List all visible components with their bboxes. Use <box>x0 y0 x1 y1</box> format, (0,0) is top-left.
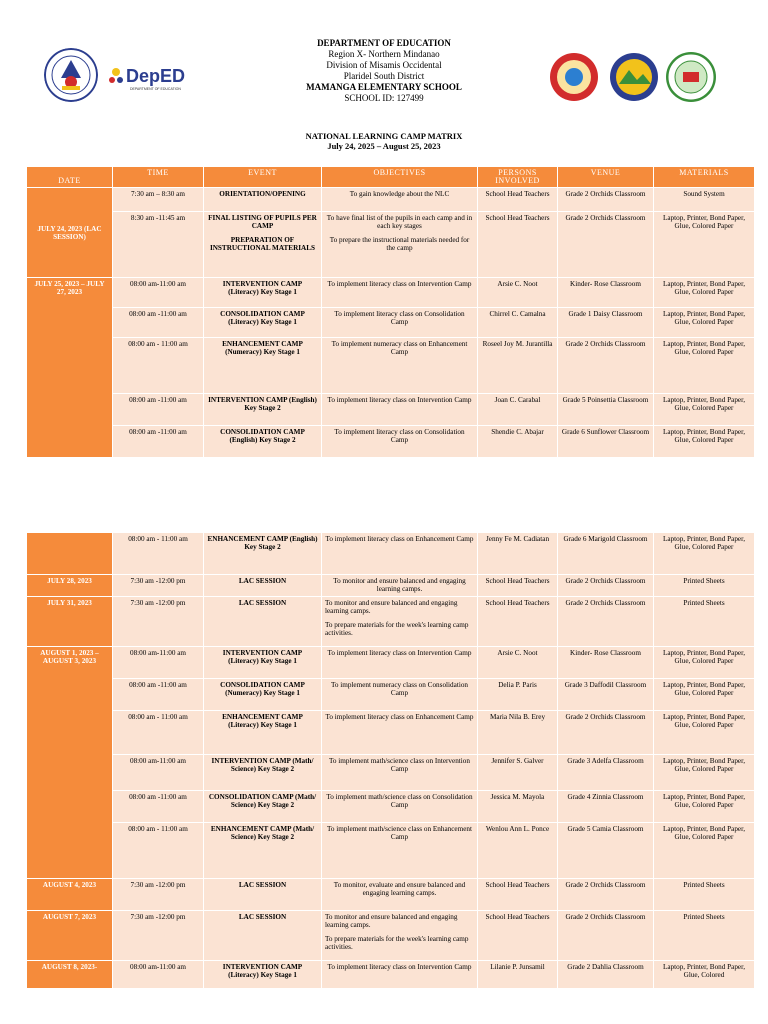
matrix-title-dates: July 24, 2025 – August 25, 2023 <box>327 141 441 151</box>
date-cell: AUGUST 7, 2023 <box>27 911 113 961</box>
materials-cell: Laptop, Printer, Bond Paper, Glue, Colored Paper <box>654 679 755 711</box>
event-cell: ENHANCEMENT CAMP (Literacy) Key Stage 1 <box>204 711 322 755</box>
time-cell: 08:00 am-11:00 am <box>113 961 204 989</box>
persons-cell: Shendie C. Abajar <box>478 426 558 458</box>
deped-logo-subtext: DEPARTMENT OF EDUCATION <box>130 87 181 91</box>
table-row <box>27 791 755 823</box>
event-cell: INTERVENTION CAMP (Literacy) Key Stage 1 <box>204 278 322 308</box>
objective-cell <box>322 597 478 647</box>
materials-cell: Printed Sheets <box>654 879 755 911</box>
table-row <box>27 597 755 647</box>
venue-cell: Grade 2 Orchids Classroom <box>558 212 654 278</box>
materials-cell: Laptop, Printer, Bond Paper, Glue, Colored Paper <box>654 711 755 755</box>
school-logo <box>666 52 716 102</box>
time-cell: 08:00 am-11:00 am <box>113 755 204 791</box>
division-logo <box>609 52 659 102</box>
venue-cell: Grade 3 Daffodil Classroom <box>558 679 654 711</box>
deped-logo-text: DepED <box>126 66 186 86</box>
event-line: PREPARATION OF INSTRUCTIONAL MATERIALS <box>209 236 316 252</box>
objective-line: To monitor and ensure balanced and engaging learning camps. <box>325 913 458 929</box>
col-materials: MATERIALS <box>654 167 755 188</box>
objective-cell: To implement literacy class on Enhancement Camp <box>322 533 478 575</box>
event-cell: INTERVENTION CAMP (English) Key Stage 2 <box>204 394 322 426</box>
table-row <box>27 879 755 911</box>
persons-cell: School Head Teachers <box>478 575 558 597</box>
venue-cell: Grade 5 Poinsettia Classroom <box>558 394 654 426</box>
objective-cell: To implement literacy class on Intervention Camp <box>322 394 478 426</box>
objective-cell: To implement literacy class on Intervention Camp <box>322 278 478 308</box>
materials-cell: Laptop, Printer, Bond Paper, Glue, Colored Paper <box>654 278 755 308</box>
time-cell: 08:00 am-11:00 am <box>113 647 204 679</box>
venue-cell: Kinder- Rose Classroom <box>558 278 654 308</box>
objective-cell: To monitor, evaluate and ensure balanced and engaging learning camps. <box>322 879 478 911</box>
date-cell: JULY 24, 2023 (LAC SESSION) <box>27 188 113 278</box>
persons-cell: School Head Teachers <box>478 188 558 212</box>
table-row <box>27 212 755 278</box>
event-cell: ORIENTATION/OPENING <box>204 188 322 212</box>
time-cell: 08:00 am -11:00 am <box>113 308 204 338</box>
objective-cell: To implement literacy class on Intervention Camp <box>322 961 478 989</box>
materials-cell: Laptop, Printer, Bond Paper, Glue, Colored Paper <box>654 647 755 679</box>
time-cell: 7:30 am -12:00 pm <box>113 597 204 647</box>
date-cell: JULY 31, 2023 <box>27 597 113 647</box>
event-cell: ENHANCEMENT CAMP (Numeracy) Key Stage 1 <box>204 338 322 394</box>
objective-cell: To implement literacy class on Intervention Camp <box>322 647 478 679</box>
division: Division of Misamis Occidental <box>326 60 442 70</box>
venue-cell: Grade 2 Orchids Classroom <box>558 879 654 911</box>
time-cell: 8:30 am -11:45 am <box>113 212 204 278</box>
materials-cell: Laptop, Printer, Bond Paper, Glue, Colored <box>654 961 755 989</box>
time-cell: 08:00 am -11:00 am <box>113 426 204 458</box>
deped-logo <box>108 62 186 96</box>
persons-cell: Chirrel C. Camalna <box>478 308 558 338</box>
objective-cell <box>322 212 478 278</box>
region: Region X- Northern Mindanao <box>328 49 440 59</box>
table-header-row <box>27 167 755 188</box>
table-row <box>27 426 755 458</box>
objective-cell: To implement literacy class on Consolidation Camp <box>322 308 478 338</box>
venue-cell: Grade 2 Orchids Classroom <box>558 597 654 647</box>
persons-cell: School Head Teachers <box>478 879 558 911</box>
persons-cell: Jennifer S. Galver <box>478 755 558 791</box>
event-cell: LAC SESSION <box>204 911 322 961</box>
persons-cell: Roseel Joy M. Jurantilla <box>478 338 558 394</box>
venue-cell: Grade 5 Camia Classroom <box>558 823 654 879</box>
venue-cell: Grade 3 Adelfa Classroom <box>558 755 654 791</box>
materials-cell: Laptop, Printer, Bond Paper, Glue, Colored Paper <box>654 533 755 575</box>
materials-cell: Printed Sheets <box>654 911 755 961</box>
venue-cell: Grade 2 Orchids Classroom <box>558 188 654 212</box>
table-row <box>27 647 755 679</box>
persons-cell: Maria Nila B. Erey <box>478 711 558 755</box>
time-cell: 7:30 am – 8:30 am <box>113 188 204 212</box>
venue-cell: Grade 2 Orchids Classroom <box>558 575 654 597</box>
time-cell: 08:00 am - 11:00 am <box>113 823 204 879</box>
venue-cell: Grade 1 Daisy Classroom <box>558 308 654 338</box>
materials-cell: Laptop, Printer, Bond Paper, Glue, Colored Paper <box>654 394 755 426</box>
objective-cell: To monitor and ensure balanced and engaging learning camps. <box>322 575 478 597</box>
materials-cell: Laptop, Printer, Bond Paper, Glue, Colored Paper <box>654 426 755 458</box>
persons-cell: Lilanie P. Junsamil <box>478 961 558 989</box>
event-cell: INTERVENTION CAMP (Math/ Science) Key Stage 2 <box>204 755 322 791</box>
event-line: FINAL LISTING OF PUPILS PER CAMP <box>208 214 317 230</box>
col-persons: PERSONS INVOLVED <box>478 167 558 188</box>
materials-cell: Laptop, Printer, Bond Paper, Glue, Colored Paper <box>654 338 755 394</box>
persons-cell: Wenlou Ann L. Ponce <box>478 823 558 879</box>
persons-cell: Arsie C. Noot <box>478 647 558 679</box>
materials-cell: Printed Sheets <box>654 575 755 597</box>
venue-cell: Grade 6 Sunflower Classroom <box>558 426 654 458</box>
event-cell: CONSOLIDATION CAMP (Math/ Science) Key Stage 2 <box>204 791 322 823</box>
materials-cell: Laptop, Printer, Bond Paper, Glue, Colored Paper <box>654 308 755 338</box>
table-row <box>27 575 755 597</box>
table-row <box>27 679 755 711</box>
event-cell: LAC SESSION <box>204 597 322 647</box>
persons-cell: School Head Teachers <box>478 212 558 278</box>
col-event: EVENT <box>204 167 322 188</box>
persons-cell: Joan C. Carabal <box>478 394 558 426</box>
school-id: SCHOOL ID: 127499 <box>344 93 424 103</box>
persons-cell: Arsie C. Noot <box>478 278 558 308</box>
objective-cell: To implement math/science class on Intervention Camp <box>322 755 478 791</box>
venue-cell: Grade 2 Orchids Classroom <box>558 711 654 755</box>
camp-matrix-table-2 <box>26 532 755 989</box>
objective-line: To prepare materials for the week's learning camp activities. <box>325 935 469 951</box>
objective-cell <box>322 911 478 961</box>
objective-cell: To implement math/science class on Enhancement Camp <box>322 823 478 879</box>
table-row <box>27 711 755 755</box>
venue-cell: Grade 6 Marigold Classroom <box>558 533 654 575</box>
col-venue: VENUE <box>558 167 654 188</box>
table-row <box>27 188 755 212</box>
event-cell: LAC SESSION <box>204 575 322 597</box>
date-cell: JULY 25, 2023 – JULY 27, 2023 <box>27 278 113 458</box>
time-cell: 08:00 am -11:00 am <box>113 791 204 823</box>
camp-matrix-table-1 <box>26 166 755 458</box>
date-cell: AUGUST 8, 2023- <box>27 961 113 989</box>
time-cell: 08:00 am - 11:00 am <box>113 533 204 575</box>
table-row <box>27 755 755 791</box>
venue-cell: Grade 2 Orchids Classroom <box>558 338 654 394</box>
matrix-title <box>0 131 768 151</box>
event-cell: INTERVENTION CAMP (Literacy) Key Stage 1 <box>204 647 322 679</box>
col-date: DATE <box>27 167 113 188</box>
event-cell: INTERVENTION CAMP (Literacy) Key Stage 1 <box>204 961 322 989</box>
objective-cell: To implement literacy class on Enhancement Camp <box>322 711 478 755</box>
table-row <box>27 394 755 426</box>
objective-line: To monitor and ensure balanced and engaging learning camps. <box>325 599 458 615</box>
dept-name: DEPARTMENT OF EDUCATION <box>317 38 451 48</box>
matrix-title-main: NATIONAL LEARNING CAMP MATRIX <box>305 131 463 141</box>
time-cell: 08:00 am - 11:00 am <box>113 338 204 394</box>
objective-line: To prepare materials for the week's learning camp activities. <box>325 621 469 637</box>
time-cell: 08:00 am-11:00 am <box>113 278 204 308</box>
col-time: TIME <box>113 167 204 188</box>
event-cell <box>204 212 322 278</box>
time-cell: 08:00 am -11:00 am <box>113 679 204 711</box>
time-cell: 7:30 am -12:00 pm <box>113 575 204 597</box>
event-cell: CONSOLIDATION CAMP (Literacy) Key Stage 1 <box>204 308 322 338</box>
time-cell: 08:00 am - 11:00 am <box>113 711 204 755</box>
date-cell: AUGUST 4, 2023 <box>27 879 113 911</box>
table-row <box>27 911 755 961</box>
event-cell: ENHANCEMENT CAMP (Math/ Science) Key Stage 2 <box>204 823 322 879</box>
materials-cell: Laptop, Printer, Bond Paper, Glue, Colored Paper <box>654 791 755 823</box>
objective-line: To have final list of the pupils in each camp and in each key stages <box>326 214 473 230</box>
event-cell: LAC SESSION <box>204 879 322 911</box>
deped-seal-logo <box>44 48 98 102</box>
venue-cell: Grade 4 Zinnia Classroom <box>558 791 654 823</box>
school-name: MAMANGA ELEMENTARY SCHOOL <box>306 82 462 92</box>
col-objectives: OBJECTIVES <box>322 167 478 188</box>
persons-cell: Jenny Fe M. Cadiatan <box>478 533 558 575</box>
materials-cell: Laptop, Printer, Bond Paper, Glue, Colored Paper <box>654 755 755 791</box>
persons-cell: Delia P. Paris <box>478 679 558 711</box>
district: Plaridel South District <box>343 71 425 81</box>
objective-cell: To implement math/science class on Consolidation Camp <box>322 791 478 823</box>
table-row <box>27 278 755 308</box>
date-cell: JULY 28, 2023 <box>27 575 113 597</box>
persons-cell: Jessica M. Mayola <box>478 791 558 823</box>
materials-cell: Printed Sheets <box>654 597 755 647</box>
time-cell: 7:30 am -12:00 pm <box>113 879 204 911</box>
date-cell <box>27 533 113 575</box>
time-cell: 08:00 am -11:00 am <box>113 394 204 426</box>
venue-cell: Grade 2 Dahlia Classroom <box>558 961 654 989</box>
objective-cell: To implement literacy class on Consolidation Camp <box>322 426 478 458</box>
objective-cell: To gain knowledge about the NLC <box>322 188 478 212</box>
district-logo <box>549 52 599 102</box>
objective-cell: To implement numeracy class on Enhancement Camp <box>322 338 478 394</box>
materials-cell: Sound System <box>654 188 755 212</box>
persons-cell: School Head Teachers <box>478 911 558 961</box>
table-row <box>27 308 755 338</box>
event-cell: CONSOLIDATION CAMP (English) Key Stage 2 <box>204 426 322 458</box>
objective-cell: To implement numeracy class on Consolidation Camp <box>322 679 478 711</box>
table-row <box>27 823 755 879</box>
date-cell: AUGUST 1, 2023 – AUGUST 3, 2023 <box>27 647 113 879</box>
event-cell: ENHANCEMENT CAMP (English) Key Stage 2 <box>204 533 322 575</box>
persons-cell: School Head Teachers <box>478 597 558 647</box>
time-cell: 7:30 am -12:00 pm <box>113 911 204 961</box>
table-row <box>27 533 755 575</box>
venue-cell: Grade 2 Orchids Classroom <box>558 911 654 961</box>
event-cell: CONSOLIDATION CAMP (Numeracy) Key Stage 1 <box>204 679 322 711</box>
table-row <box>27 961 755 989</box>
objective-line: To prepare the instructional materials needed for the camp <box>329 236 470 252</box>
venue-cell: Kinder- Rose Classroom <box>558 647 654 679</box>
materials-cell: Laptop, Printer, Bond Paper, Glue, Colored Paper <box>654 823 755 879</box>
materials-cell: Laptop, Printer, Bond Paper, Glue, Colored Paper <box>654 212 755 278</box>
table-row <box>27 338 755 394</box>
